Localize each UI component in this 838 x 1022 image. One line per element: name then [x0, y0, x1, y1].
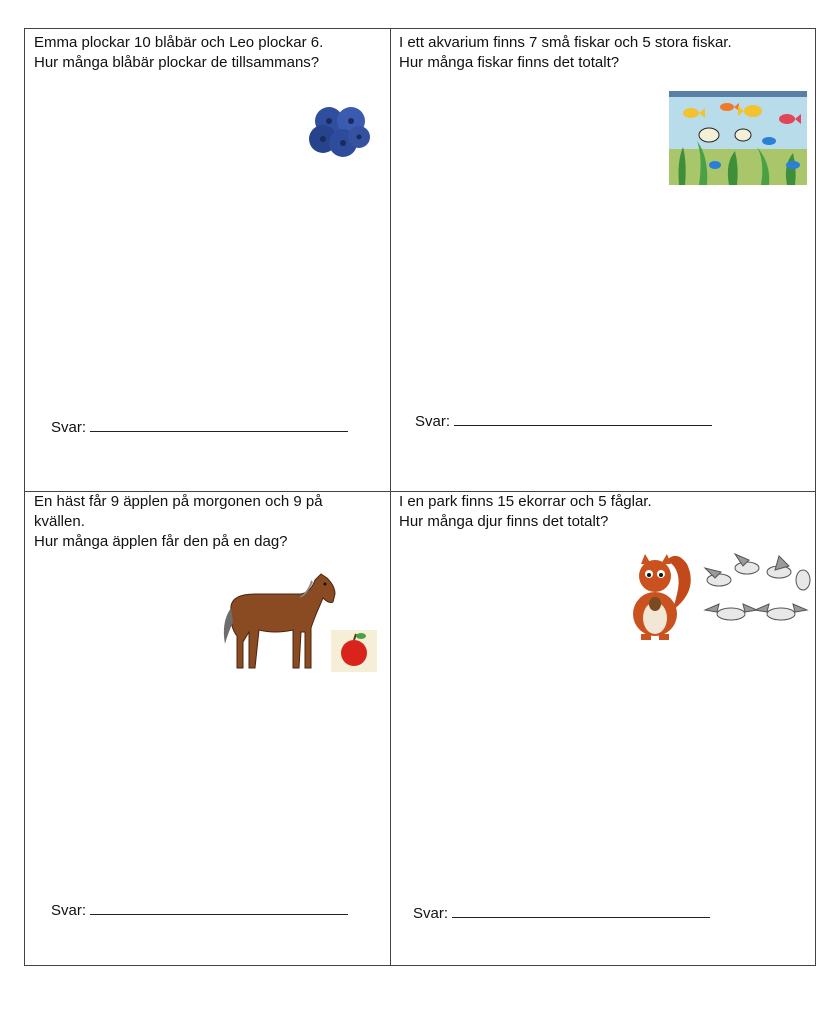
answer-label: Svar: [415, 413, 451, 430]
squirrel-and-birds-picture [627, 550, 813, 642]
horse-and-apple-picture [215, 572, 385, 682]
problem-cell-squirrel [391, 492, 817, 966]
question-text: I ett akvarium finns 7 små fiskar och 5 stora fiskar. Hur många fiskar finns det totalt? [399, 34, 732, 71]
answer-line[interactable] [51, 902, 348, 919]
answer-line[interactable] [51, 419, 348, 436]
question-text: En häst får 9 äpplen på morgonen och 9 på kvällen. Hur många äpplen får den på en dag? [34, 493, 323, 550]
problem-cell-aquarium [391, 29, 817, 491]
answer-blank[interactable] [90, 902, 348, 915]
blueberries-picture [307, 101, 371, 159]
answer-blank[interactable] [90, 419, 348, 432]
answer-blank[interactable] [454, 413, 712, 426]
answer-label: Svar: [413, 905, 449, 922]
aquarium-picture [669, 91, 807, 185]
answer-blank[interactable] [452, 905, 710, 918]
question-text: I en park finns 15 ekorrar och 5 fåglar. Hur många djur finns det totalt? [399, 493, 652, 530]
answer-line[interactable] [415, 413, 712, 430]
answer-label: Svar: [51, 419, 87, 436]
question-text: Emma plockar 10 blåbär och Leo plockar 6. Hur många blåbär plockar de tillsammans? [34, 34, 324, 71]
problem-cell-blueberries [25, 29, 390, 491]
answer-line[interactable] [413, 905, 710, 922]
answer-label: Svar: [51, 902, 87, 919]
problem-cell-horse [25, 492, 390, 966]
worksheet-grid [24, 28, 816, 966]
